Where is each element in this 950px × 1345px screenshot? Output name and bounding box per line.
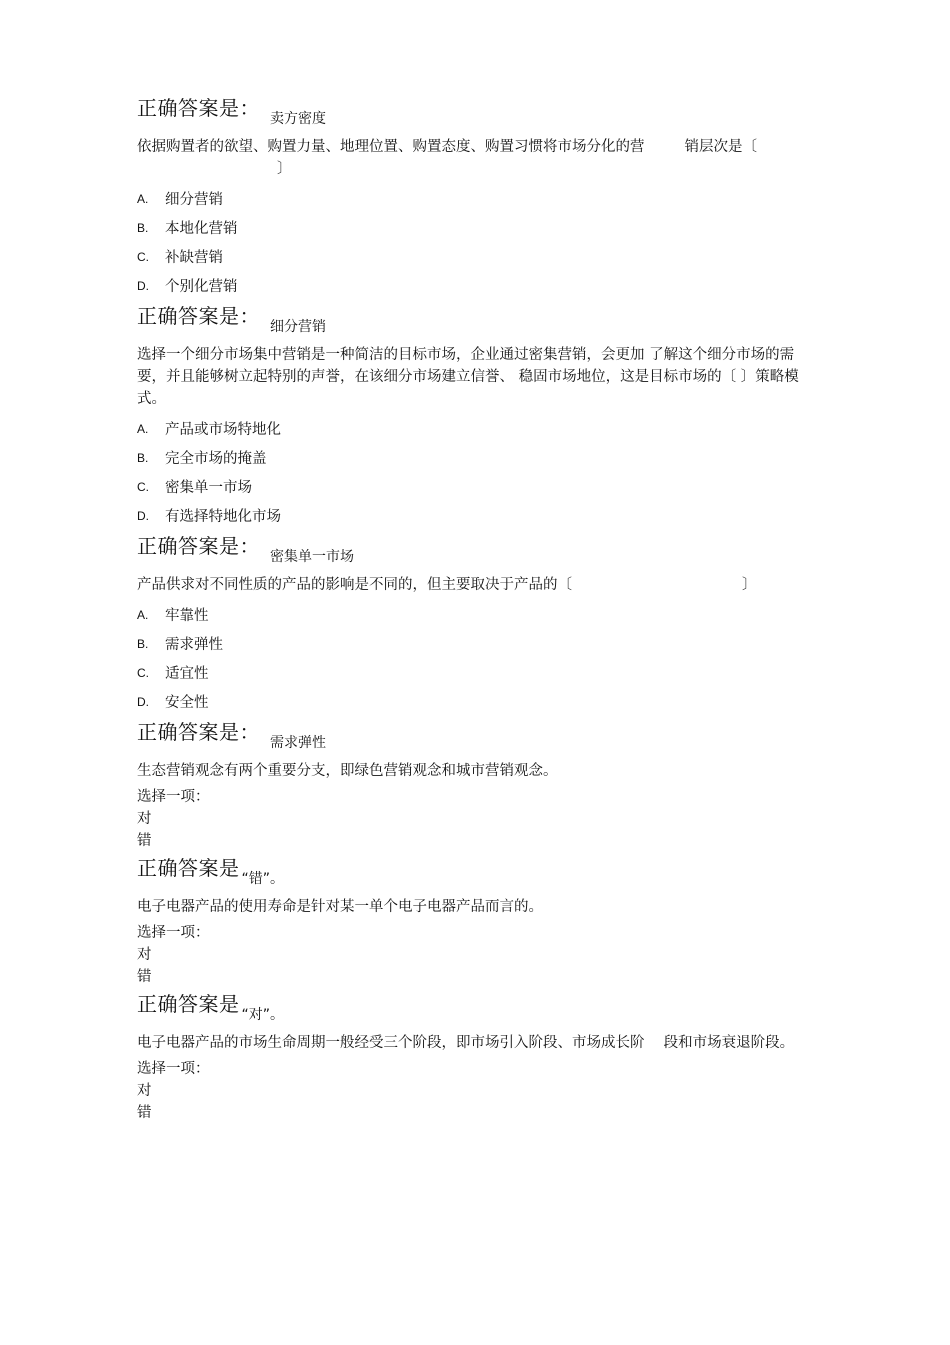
option-letter: D. <box>137 694 149 709</box>
answer-label: 正确答案是： <box>137 534 260 558</box>
option-text: 产品或市场特地化 <box>165 422 281 438</box>
answer-label: 正确答案是： <box>137 96 260 120</box>
option-true[interactable]: 对 <box>137 811 152 827</box>
option-d[interactable] <box>137 271 817 300</box>
option-text: 补缺营销 <box>165 250 223 266</box>
answer-line <box>137 854 817 887</box>
document-page <box>137 92 817 1128</box>
option-letter: B. <box>137 450 149 465</box>
option-false[interactable]: 错 <box>137 1105 152 1121</box>
answer-value: 细分营销 <box>270 319 326 335</box>
option-letter: D. <box>137 508 149 523</box>
question-text: 电子电器产品的市场生命周期一般经受三个阶段，即市场引入阶段、市场成长阶 段和市场衰退阶段。 <box>137 1035 795 1051</box>
option-b[interactable] <box>137 443 817 472</box>
option-a[interactable] <box>137 414 817 443</box>
question-bracket: 〕 <box>277 161 292 177</box>
option-letter: C. <box>137 665 149 680</box>
option-a[interactable] <box>137 600 817 629</box>
option-false[interactable]: 错 <box>137 969 152 985</box>
answer-value: “对”。 <box>241 1007 285 1023</box>
option-list <box>137 600 817 716</box>
option-true[interactable]: 对 <box>137 1083 152 1099</box>
option-c[interactable] <box>137 472 817 501</box>
question-text-part: 依据购置者的欲望、购置力量、地理位置、购置态度、购置习惯将市场分化的营 <box>137 139 645 155</box>
question-text-part: 产品供求对不同性质的产品的影响是不同的，但主要取决于产品的〔 <box>137 577 572 593</box>
option-c[interactable] <box>137 242 817 271</box>
option-text: 牢靠性 <box>165 608 209 624</box>
option-text: 密集单一市场 <box>165 480 252 496</box>
question-3 <box>137 574 817 751</box>
option-list <box>137 414 817 530</box>
question-bracket: 〕 <box>742 577 757 593</box>
option-text: 适宜性 <box>165 666 209 682</box>
option-d[interactable] <box>137 501 817 530</box>
question-text: 选择一个细分市场集中营销是一种简洁的目标市场，企业通过密集营销，会更加 了解这个细分市场的需要，并且能够树立起特别的声誉，在该细分市场建立信誉、 稳固市场地位，这是目标市场的〔 〕策略模式。 <box>137 347 799 407</box>
answer-label: 正确答案是： <box>137 304 260 328</box>
question-5 <box>137 896 817 1023</box>
option-letter: C. <box>137 249 149 264</box>
answer-label: 正确答案是 <box>137 856 240 880</box>
answer-label: 正确答案是 <box>137 992 240 1016</box>
question-text <box>137 136 817 180</box>
option-false[interactable]: 错 <box>137 833 152 849</box>
option-text: 个别化营销 <box>165 279 238 295</box>
answer-value: 密集单一市场 <box>270 549 354 565</box>
option-letter: A. <box>137 191 149 206</box>
answer-value: 需求弹性 <box>270 735 326 751</box>
question-text: 电子电器产品的使用寿命是针对某一单个电子电器产品而言的。 <box>137 899 543 915</box>
answer-line <box>137 94 817 127</box>
answer-line <box>137 990 817 1023</box>
option-c[interactable] <box>137 658 817 687</box>
option-letter: D. <box>137 278 149 293</box>
answer-value: 卖方密度 <box>270 111 326 127</box>
option-letter: A. <box>137 421 149 436</box>
question-4 <box>137 760 817 887</box>
option-letter: B. <box>137 220 149 235</box>
option-b[interactable] <box>137 629 817 658</box>
answer-line <box>137 302 817 335</box>
question-text-part: 销层次是〔 <box>684 139 757 155</box>
option-letter: A. <box>137 607 149 622</box>
question-2 <box>137 344 817 565</box>
answer-line <box>137 532 817 565</box>
option-text: 有选择特地化市场 <box>165 509 281 525</box>
select-prompt: 选择一项： <box>137 1061 210 1077</box>
option-true[interactable]: 对 <box>137 947 152 963</box>
option-d[interactable] <box>137 687 817 716</box>
select-prompt: 选择一项： <box>137 789 210 805</box>
question-text <box>137 574 817 596</box>
answer-value: “错”。 <box>241 871 285 887</box>
option-text: 细分营销 <box>165 192 223 208</box>
option-letter: C. <box>137 479 149 494</box>
select-prompt: 选择一项： <box>137 925 210 941</box>
question-text: 生态营销观念有两个重要分支，即绿色营销观念和城市营销观念。 <box>137 763 558 779</box>
option-text: 需求弹性 <box>165 637 223 653</box>
answer-label: 正确答案是： <box>137 720 260 744</box>
option-letter: B. <box>137 636 149 651</box>
option-b[interactable] <box>137 213 817 242</box>
option-text: 本地化营销 <box>165 221 238 237</box>
answer-line <box>137 718 817 751</box>
question-6 <box>137 1032 817 1124</box>
question-1 <box>137 136 817 335</box>
option-list <box>137 184 817 300</box>
option-text: 完全市场的掩盖 <box>165 451 267 467</box>
option-text: 安全性 <box>165 695 209 711</box>
option-a[interactable] <box>137 184 817 213</box>
